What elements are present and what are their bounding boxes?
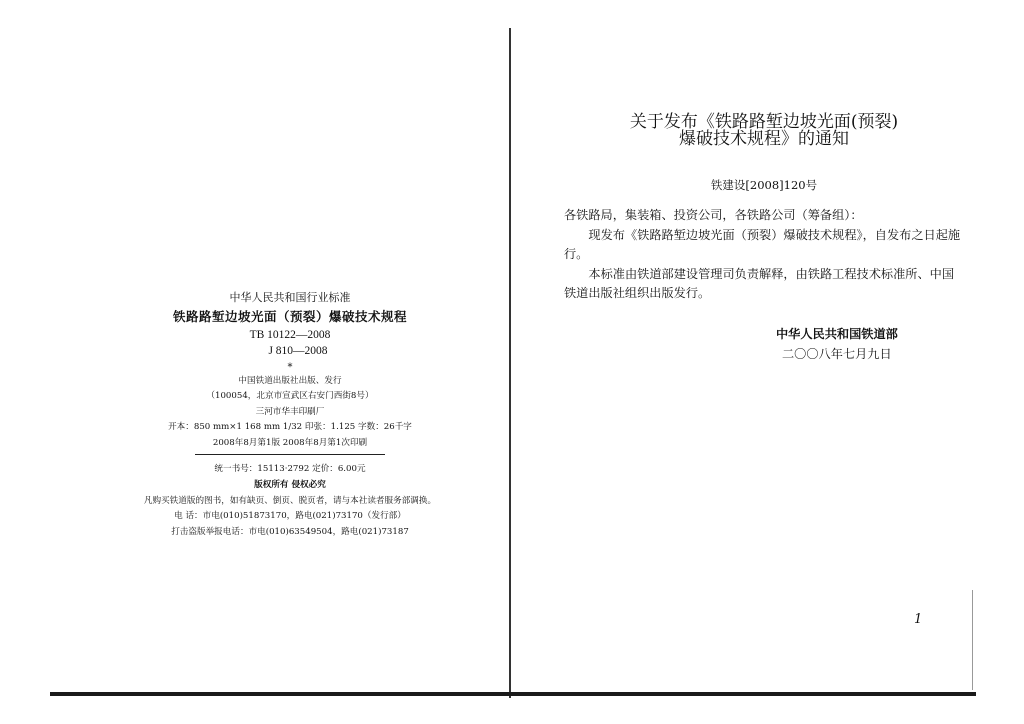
notice-title — [604, 114, 924, 148]
isbn-price-line: 统一书号：15113·2792 定价：6.00元 — [214, 464, 366, 475]
colophon-divider — [195, 454, 385, 455]
book-title: 铁路路堑边坡光面（预裂）爆破技术规程 — [172, 309, 407, 324]
standard-number: TB 10122—2008 — [249, 328, 331, 341]
format-line: 开本：850 mm×1 168 mm 1/32 印张：1.125 字数：26千字 — [168, 422, 412, 433]
colophon — [100, 292, 480, 543]
page-number: 1 — [914, 612, 923, 627]
notice-title-line-2: 爆破技术规程》的通知 — [679, 129, 849, 149]
page-edge-line — [972, 590, 973, 690]
printer-line: 三河市华丰印刷厂 — [255, 406, 325, 417]
signatory: 中华人民共和国铁道部 — [776, 327, 898, 341]
copyright-page — [0, 0, 510, 724]
standard-category: 中华人民共和国行业标准 — [229, 291, 351, 304]
bottom-edge-rule — [50, 692, 976, 696]
notice-title-line-1: 关于发布《铁路路堑边坡光面(预裂) — [629, 112, 899, 132]
page-gutter — [509, 28, 511, 698]
paragraph-1: 现发布《铁路路堑边坡光面（预裂）爆破技术规程》，自发布之日起施行。 — [564, 227, 961, 262]
phone-line: 电 话：市电(010)51873170，路电(021)73170（发行部） — [174, 511, 406, 522]
paragraph-2: 本标准由铁道部建设管理司负责解释，由铁路工程技术标准所、中国铁道出版社组织出版发行。 — [564, 266, 955, 301]
edition-line: 2008年8月第1版 2008年8月第1次印刷 — [212, 437, 368, 448]
addressee: 各铁路局，集装箱、投资公司，各铁路公司（筹备组）： — [564, 208, 863, 222]
issue-date: 二〇〇八年七月九日 — [782, 347, 892, 361]
publisher-address: （100054，北京市宣武区右安门西街8号） — [206, 391, 374, 402]
rights-line: 版权所有 侵权必究 — [254, 480, 326, 491]
piracy-report-line: 打击盗版举报电话：市电(010)63549504，路电(021)73187 — [171, 526, 409, 537]
notice-page — [512, 0, 1024, 724]
defect-notice: 凡购买铁道版的图书，如有缺页、倒页、脱页者，请与本社读者服务部调换。 — [143, 495, 437, 506]
notice-body — [564, 206, 964, 304]
document-number: 铁建设[2008]120号 — [710, 178, 818, 192]
publisher-line: 中国铁道出版社出版、发行 — [238, 375, 342, 386]
separator-star: * — [287, 361, 293, 373]
record-number: J 810—2008 — [268, 345, 328, 357]
